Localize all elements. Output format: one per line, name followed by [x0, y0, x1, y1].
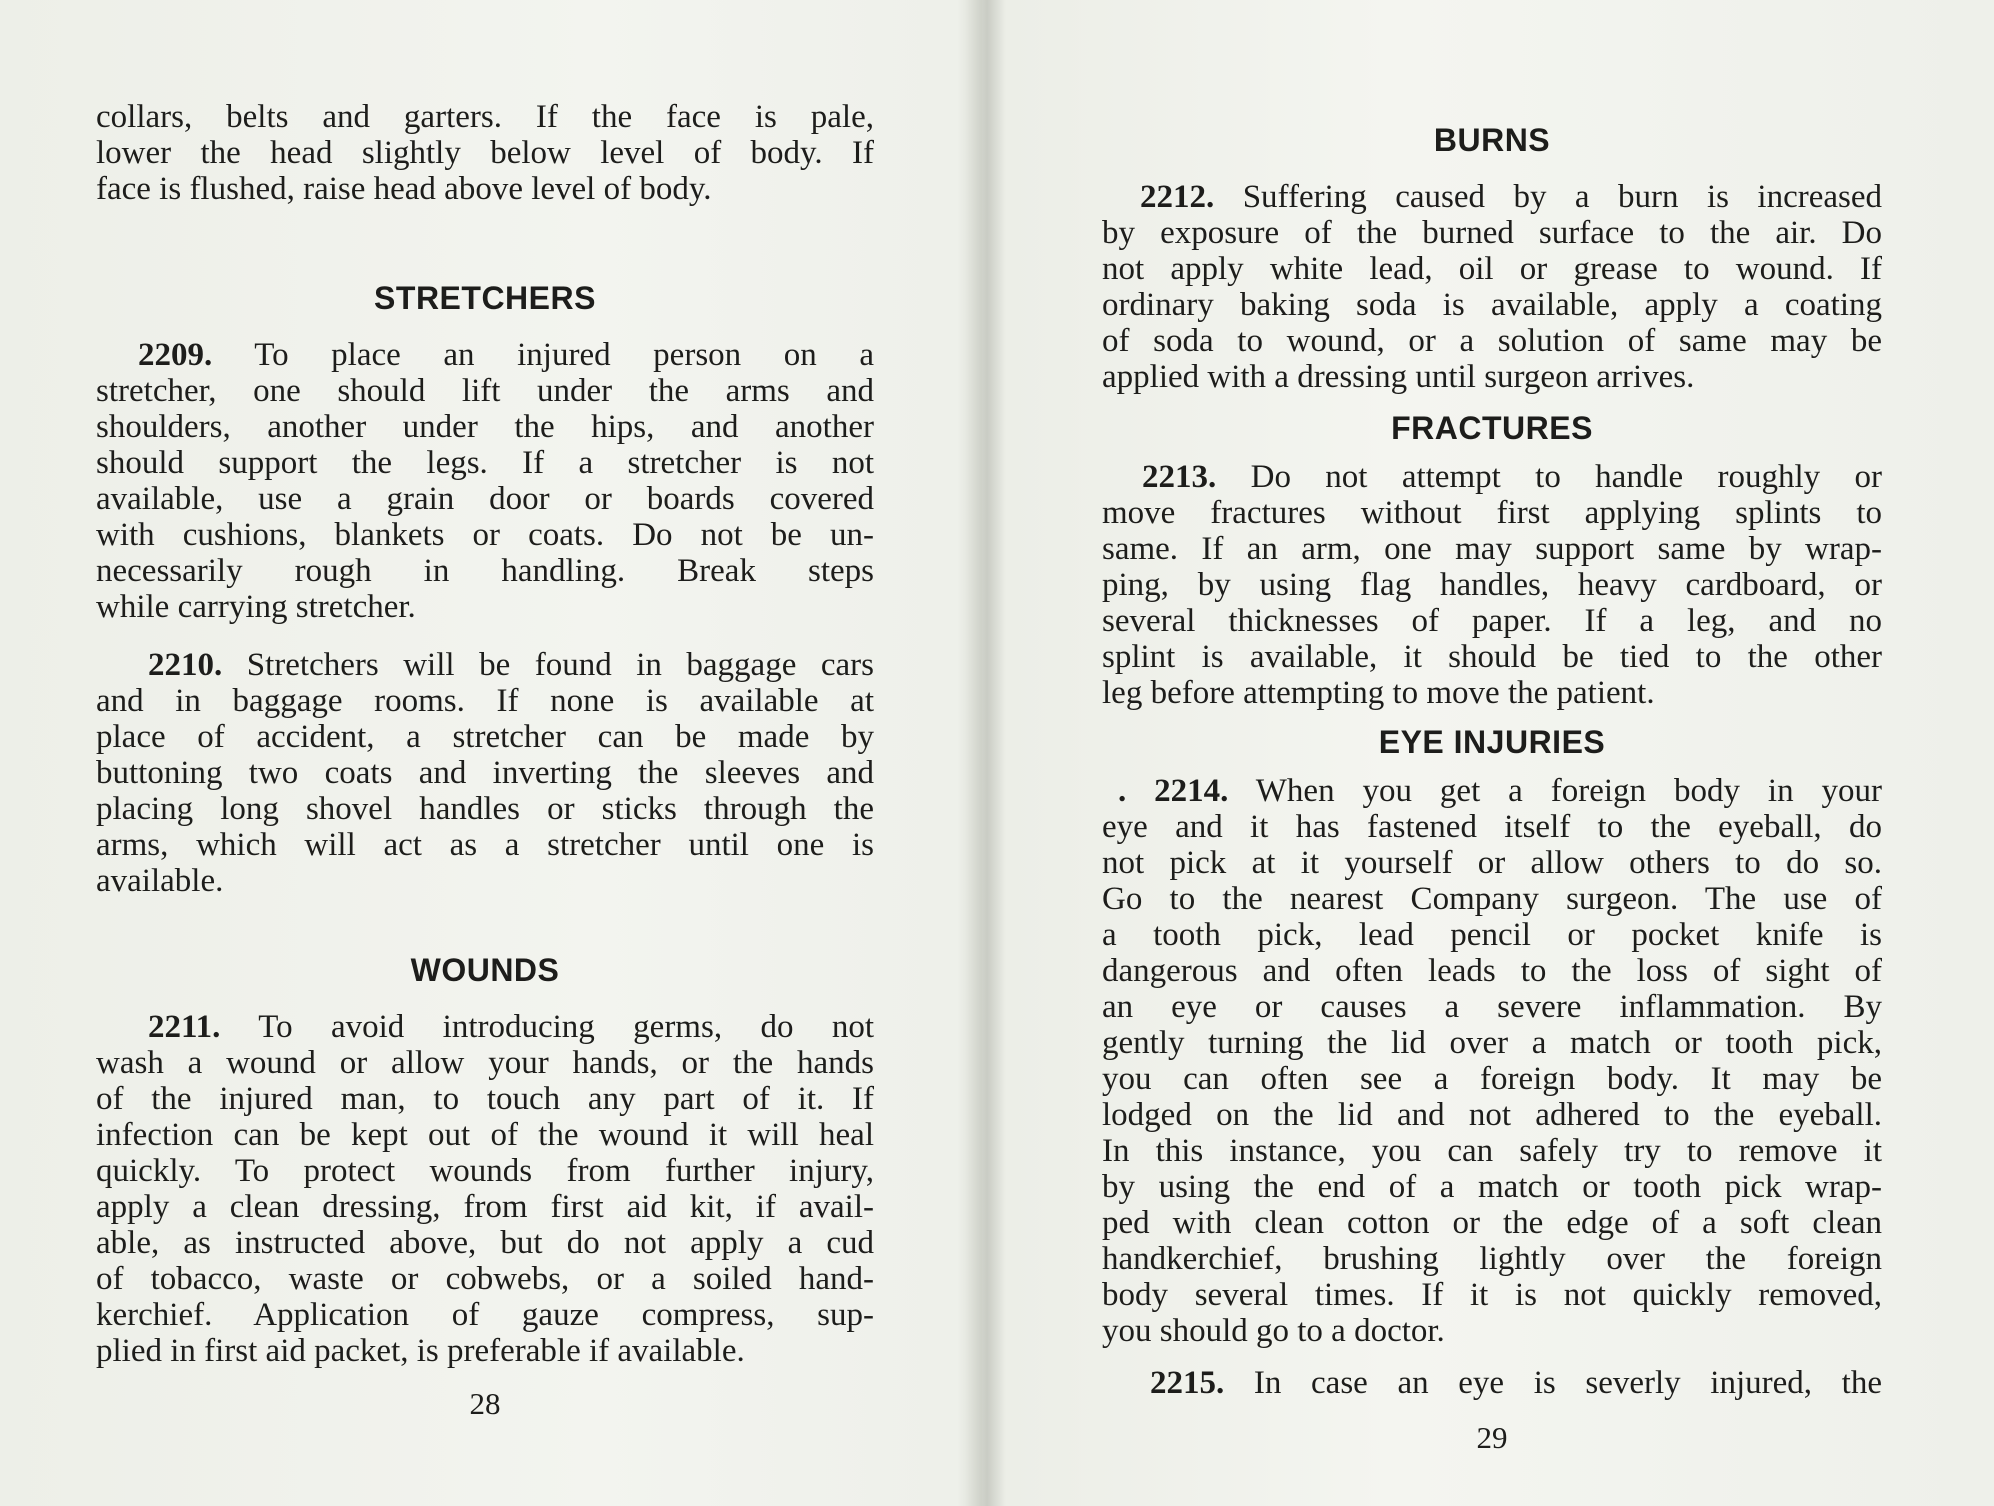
text-line: To place an injured person on a: [212, 337, 874, 373]
section-heading-eye-injuries: EYE INJURIES: [1378, 724, 1606, 760]
text-line: stretcher, one should lift under the arms and: [96, 373, 874, 409]
text-line: by using the end of a match or tooth pick wrap-: [1102, 1169, 1882, 1205]
text-line: Go to the nearest Company surgeon. The use of: [1102, 881, 1882, 917]
text-line: plied in first aid packet, is preferable if available.: [96, 1333, 745, 1369]
paragraph-2214-first-line: [1102, 772, 1882, 810]
text-line: body several times. If it is not quickly removed,: [1102, 1277, 1882, 1313]
text-line: applied with a dressing until surgeon arrives.: [1102, 359, 1695, 395]
text-line: eye and it has fastened itself to the eyeball, do: [1102, 809, 1882, 845]
text-line: of the injured man, to touch any part of it. If: [96, 1081, 874, 1117]
text-line: face is flushed, raise head above level of body.: [96, 171, 712, 207]
book-gutter: [965, 0, 1005, 1506]
paragraph-number: 2215.: [1150, 1365, 1225, 1401]
text-line: apply a clean dressing, from first aid kit, if avail-: [96, 1189, 874, 1225]
text-line: with cushions, blankets or coats. Do not be un-: [96, 517, 874, 553]
text-line: In case an eye is severly injured, the: [1224, 1365, 1882, 1401]
paragraph-2215-first-line: [1102, 1364, 1882, 1402]
paragraph-number: 2213.: [1142, 459, 1217, 495]
text-line: placing long shovel handles or sticks through the: [96, 791, 874, 827]
paragraph-2210-first-line: [96, 646, 874, 684]
section-heading-wounds: WOUNDS: [410, 952, 560, 988]
section-heading-stretchers: STRETCHERS: [374, 280, 596, 316]
text-line: In this instance, you can safely try to remove it: [1102, 1133, 1882, 1169]
paragraph-number: 2209.: [138, 337, 213, 373]
text-line: ped with clean cotton or the edge of a soft clean: [1102, 1205, 1882, 1241]
text-line: collars, belts and garters. If the face is pale,: [96, 99, 874, 135]
text-line: leg before attempting to move the patient.: [1102, 675, 1655, 711]
paragraph-number: 2212.: [1140, 179, 1215, 215]
text-line: not pick at it yourself or allow others to do so.: [1102, 845, 1882, 881]
text-line: of soda to wound, or a solution of same may be: [1102, 323, 1882, 359]
text-line: necessarily rough in handling. Break steps: [96, 553, 874, 589]
text-line: lodged on the lid and not adhered to the eyeball.: [1102, 1097, 1882, 1133]
text-line: shoulders, another under the hips, and another: [96, 409, 874, 445]
paragraph-number: 2210.: [148, 647, 223, 683]
text-line: available.: [96, 863, 224, 899]
paragraph-2211-first-line: [96, 1008, 874, 1046]
text-line: dangerous and often leads to the loss of sight of: [1102, 953, 1882, 989]
text-line: Stretchers will be found in baggage cars: [222, 647, 874, 683]
text-line: not apply white lead, oil or grease to wound. If: [1102, 251, 1882, 287]
text-line: splint is available, it should be tied to the other: [1102, 639, 1882, 675]
text-line: a tooth pick, lead pencil or pocket knife is: [1102, 917, 1882, 953]
paragraph-2212-first-line: [1102, 178, 1882, 216]
text-line: When you get a foreign body in your: [1228, 773, 1882, 809]
page-number: 29: [1476, 1420, 1508, 1455]
text-line: move fractures without first applying splints to: [1102, 495, 1882, 531]
text-line: of tobacco, waste or cobwebs, or a soiled hand-: [96, 1261, 874, 1297]
text-line: infection can be kept out of the wound it will heal: [96, 1117, 874, 1153]
text-line: ping, by using flag handles, heavy cardboard, or: [1102, 567, 1882, 603]
section-heading-burns: BURNS: [1433, 122, 1551, 158]
text-line: several thicknesses of paper. If a leg, and no: [1102, 603, 1882, 639]
text-line: lower the head slightly below level of body. If: [96, 135, 874, 171]
text-line: and in baggage rooms. If none is available at: [96, 683, 874, 719]
text-line: arms, which will act as a stretcher until one is: [96, 827, 874, 863]
text-line: ordinary baking soda is available, apply a coating: [1102, 287, 1882, 323]
text-line: Suffering caused by a burn is increased: [1214, 179, 1882, 215]
text-line: buttoning two coats and inverting the sleeves and: [96, 755, 874, 791]
section-heading-fractures: FRACTURES: [1391, 410, 1593, 446]
text-line: wash a wound or allow your hands, or the hands: [96, 1045, 874, 1081]
paragraph-number: . 2214.: [1118, 773, 1229, 809]
text-line: able, as instructed above, but do not apply a cud: [96, 1225, 874, 1261]
paragraph-2213-first-line: [1102, 458, 1882, 496]
text-line: while carrying stretcher.: [96, 589, 416, 625]
text-line: should support the legs. If a stretcher is not: [96, 445, 874, 481]
text-line: Do not attempt to handle roughly or: [1216, 459, 1882, 495]
text-line: handkerchief, brushing lightly over the foreign: [1102, 1241, 1882, 1277]
text-line: available, use a grain door or boards covered: [96, 481, 874, 517]
text-line: by exposure of the burned surface to the air. Do: [1102, 215, 1882, 251]
paragraph-2209-first-line: [96, 336, 874, 374]
text-line: you should go to a doctor.: [1102, 1313, 1445, 1349]
text-line: kerchief. Application of gauze compress, sup-: [96, 1297, 874, 1333]
text-line: an eye or causes a severe inflammation. By: [1102, 989, 1882, 1025]
text-line: gently turning the lid over a match or tooth pick,: [1102, 1025, 1882, 1061]
paragraph-number: 2211.: [148, 1009, 221, 1045]
text-line: quickly. To protect wounds from further injury,: [96, 1153, 874, 1189]
page-number: 28: [469, 1386, 501, 1421]
text-line: To avoid introducing germs, do not: [220, 1009, 874, 1045]
text-line: you can often see a foreign body. It may be: [1102, 1061, 1882, 1097]
text-line: place of accident, a stretcher can be made by: [96, 719, 874, 755]
text-line: same. If an arm, one may support same by wrap-: [1102, 531, 1882, 567]
